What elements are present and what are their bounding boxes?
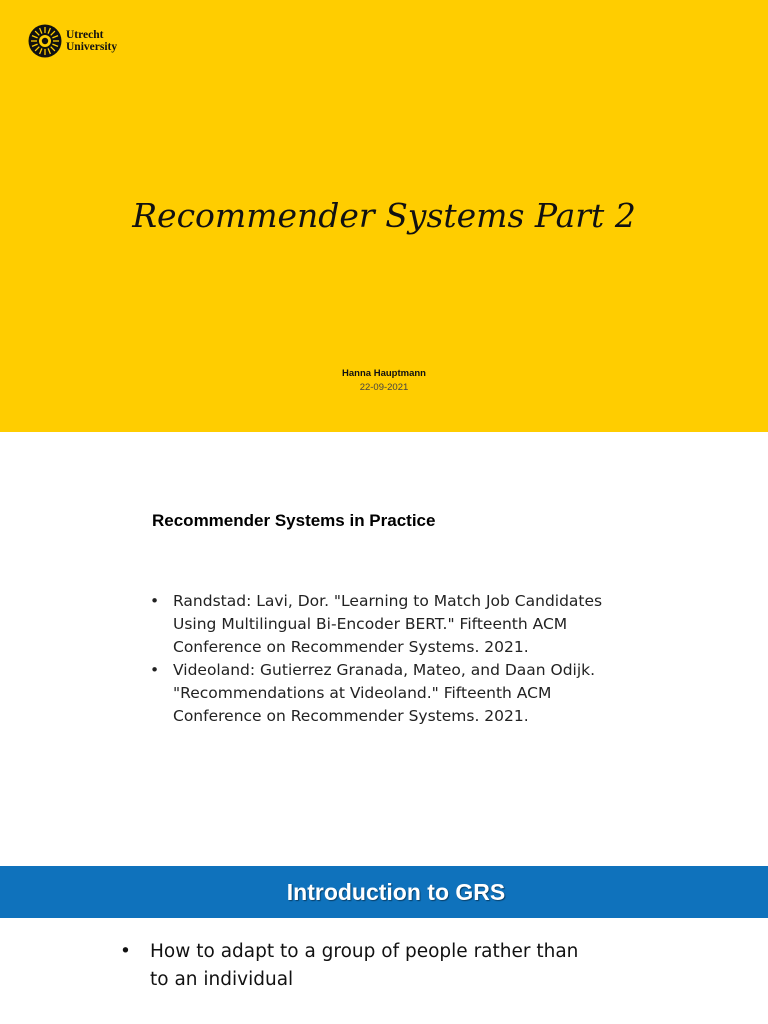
logo-line-2: University <box>66 41 118 53</box>
list-item-line: Using Multilingual Bi-Encoder BERT." Fifteenth ACM <box>173 615 568 633</box>
sun-seal-icon <box>28 24 62 58</box>
university-logo <box>28 24 117 58</box>
presentation-date: 22-09-2021 <box>359 382 409 393</box>
slide-banner <box>0 866 768 918</box>
list-item-line: "Recommendations at Videoland." Fifteenth ACM <box>173 684 552 702</box>
list-item-line: How to adapt to a group of people rather than <box>150 941 579 962</box>
bullet-mark: • <box>150 661 160 679</box>
slide-heading: Recommender Systems in Practice <box>152 511 436 530</box>
author-name: Hanna Hauptmann <box>342 368 426 379</box>
title-slide <box>0 0 768 432</box>
list-item-line: Conference on Recommender Systems. 2021. <box>173 638 529 656</box>
list-item-line: Videoland: Gutierrez Granada, Mateo, and Daan Odijk. <box>173 661 596 679</box>
list-item-line: Randstad: Lavi, Dor. "Learning to Match Job Candidates <box>173 592 603 610</box>
list-item-line: to an individual <box>150 969 294 990</box>
list-item <box>150 590 620 659</box>
list-item <box>150 659 620 728</box>
list-item <box>120 938 600 994</box>
bullet-mark: • <box>120 941 131 962</box>
banner-title: Introduction to GRS <box>286 878 506 905</box>
grs-intro-slide <box>0 866 768 1024</box>
university-name <box>66 29 117 53</box>
bullet-mark: • <box>150 592 160 610</box>
list-item-line: Conference on Recommender Systems. 2021. <box>173 707 529 725</box>
reference-list <box>150 590 620 728</box>
bullet-list <box>120 938 600 994</box>
practice-slide <box>0 432 768 866</box>
slide-title: Recommender Systems Part 2 <box>132 196 636 235</box>
logo-line-1: Utrecht <box>66 29 104 41</box>
